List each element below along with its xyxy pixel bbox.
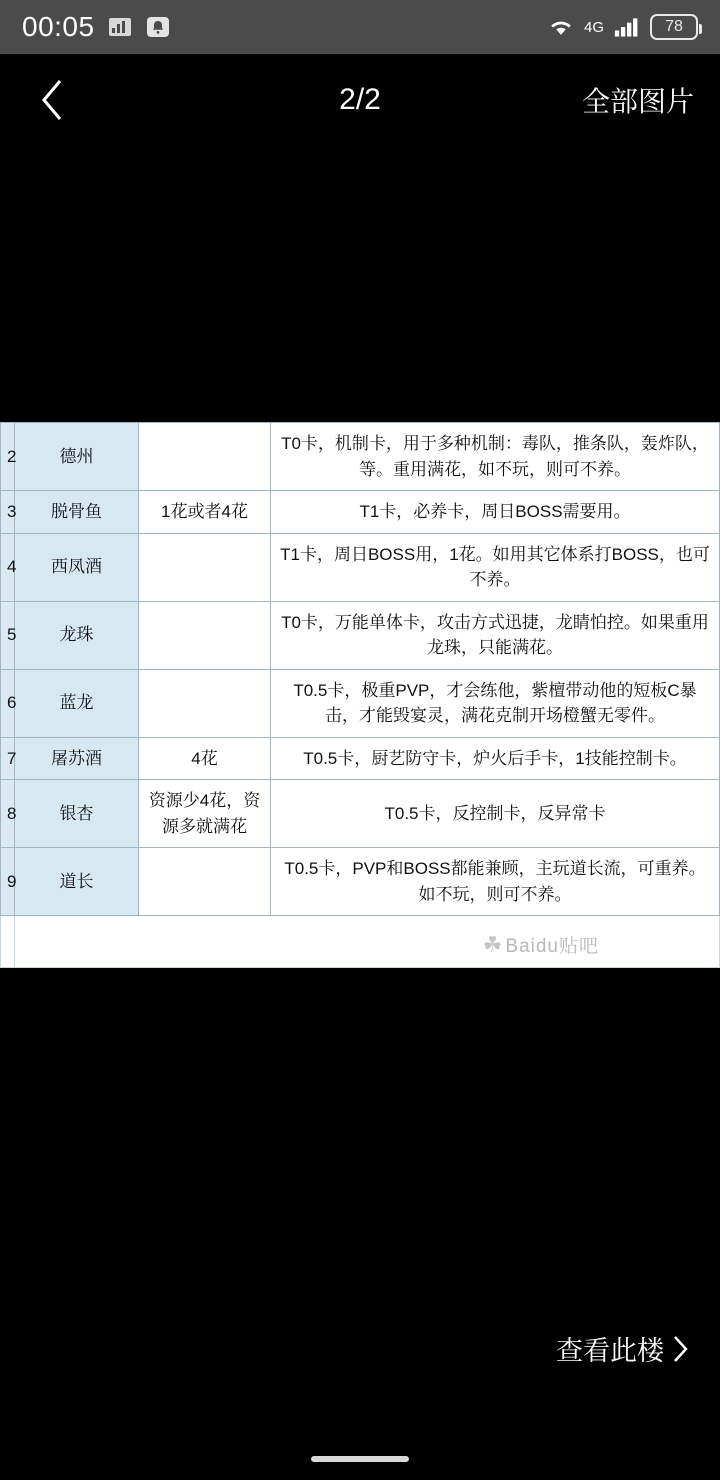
- watermark-text: Baidu贴吧: [505, 935, 599, 957]
- row-number: 5: [1, 601, 15, 669]
- flower-level: [139, 533, 271, 601]
- flower-level: 4花: [139, 737, 271, 780]
- signal-icon: [614, 14, 640, 40]
- page-title: 2/2: [339, 83, 381, 116]
- view-floor-label: 查看此楼: [556, 1336, 664, 1366]
- row-number: 3: [1, 491, 15, 534]
- network-type-label: 4G: [583, 18, 604, 36]
- row-number: 2: [1, 423, 15, 491]
- home-indicator[interactable]: [311, 1456, 409, 1462]
- row-number: 9: [1, 848, 15, 916]
- card-name: 德州: [15, 423, 139, 491]
- row-number-empty: [1, 916, 15, 968]
- status-bar: [0, 0, 720, 54]
- table-row: [1, 601, 720, 669]
- chevron-right-icon: [672, 1334, 690, 1364]
- watermark-cell: [15, 916, 720, 968]
- battery-icon: [650, 14, 698, 40]
- flower-level: 1花或者4花: [139, 491, 271, 534]
- flower-level: [139, 601, 271, 669]
- flower-level: [139, 848, 271, 916]
- status-clock: 00:05: [22, 11, 95, 42]
- card-description: T0.5卡，极重PVP，才会练他，紫檀带动他的短板C暴击，才能毁宴灵，满花克制开场橙蟹无零件。: [271, 669, 720, 737]
- table-row: [1, 848, 720, 916]
- tier-list-table: [0, 422, 720, 968]
- paw-icon: ☘: [482, 931, 504, 957]
- card-name: 蓝龙: [15, 669, 139, 737]
- table-row: [1, 533, 720, 601]
- card-name: 屠苏酒: [15, 737, 139, 780]
- card-description: T0卡，机制卡，用于多种机制：毒队，推条队，轰炸队，等。重用满花，如不玩，则可不养。: [271, 423, 720, 491]
- row-number: 7: [1, 737, 15, 780]
- battery-level-label: 78: [665, 18, 683, 35]
- row-number: 6: [1, 669, 15, 737]
- status-bar-right: [548, 14, 698, 40]
- card-name: 脱骨鱼: [15, 491, 139, 534]
- card-name: 银杏: [15, 780, 139, 848]
- chart-icon: [107, 14, 133, 40]
- back-button[interactable]: [26, 74, 78, 126]
- table-row: [1, 780, 720, 848]
- view-floor-button[interactable]: [556, 1329, 690, 1368]
- card-description: T1卡，必养卡，周日BOSS需要用。: [271, 491, 720, 534]
- top-nav-bar: [0, 54, 720, 146]
- wifi-icon: [548, 14, 574, 40]
- chevron-left-icon: [38, 77, 66, 123]
- card-description: T0.5卡，PVP和BOSS都能兼顾，主玩道长流，可重养。如不玩，则可不养。: [271, 848, 720, 916]
- table-body: [1, 423, 720, 968]
- viewed-image[interactable]: [0, 422, 720, 968]
- card-description: T0卡，万能单体卡，攻击方式迅捷，龙睛怕控。如果重用龙珠，只能满花。: [271, 601, 720, 669]
- flower-level: [139, 669, 271, 737]
- table-row: [1, 423, 720, 491]
- card-name: 道长: [15, 848, 139, 916]
- table-footer-row: [1, 916, 720, 968]
- table-row: [1, 737, 720, 780]
- card-name: 西凤酒: [15, 533, 139, 601]
- table-row: [1, 669, 720, 737]
- card-name: 龙珠: [15, 601, 139, 669]
- flower-level: [139, 423, 271, 491]
- watermark-label: [483, 928, 599, 962]
- flower-level: 资源少4花，资源多就满花: [139, 780, 271, 848]
- status-bar-left: [22, 11, 171, 43]
- table-row: [1, 491, 720, 534]
- bell-icon: [145, 14, 171, 40]
- row-number: 8: [1, 780, 15, 848]
- row-number: 4: [1, 533, 15, 601]
- image-viewer[interactable]: [0, 146, 720, 1480]
- all-images-button[interactable]: 全部图片: [581, 86, 694, 117]
- card-description: T0.5卡，厨艺防守卡，炉火后手卡，1技能控制卡。: [271, 737, 720, 780]
- card-description: T0.5卡，反控制卡，反异常卡: [271, 780, 720, 848]
- card-description: T1卡，周日BOSS用，1花。如用其它体系打BOSS，也可不养。: [271, 533, 720, 601]
